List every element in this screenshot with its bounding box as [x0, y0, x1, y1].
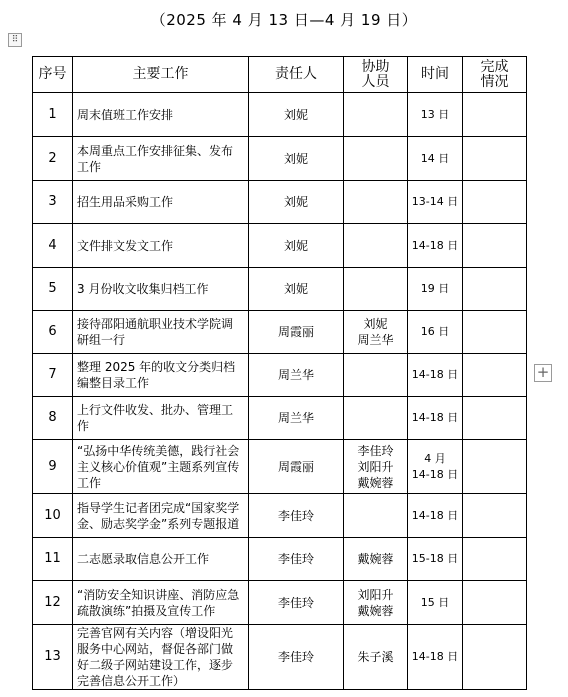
table-row: [33, 581, 527, 625]
table-move-handle-icon[interactable]: ⠿: [8, 33, 22, 47]
col-header-time: 时间: [408, 57, 463, 93]
row-assist-cell[interactable]: 李佳玲 刘阳升 戴婉蓉: [344, 440, 408, 494]
row-owner-cell[interactable]: 李佳玲: [249, 625, 344, 690]
row-task-cell[interactable]: “弘扬中华传统美德，践行社会主义核心价值观”主题系列宣传工作: [73, 440, 249, 494]
row-assist-cell[interactable]: [344, 137, 408, 181]
row-status-cell[interactable]: [463, 268, 527, 311]
table-row: [33, 494, 527, 538]
row-task-cell[interactable]: “消防安全知识讲座、消防应急疏散演练”拍摄及宣传工作: [73, 581, 249, 625]
row-time-cell[interactable]: 14-18 日: [408, 354, 463, 397]
row-time-cell[interactable]: 19 日: [408, 268, 463, 311]
row-time-cell[interactable]: 14-18 日: [408, 494, 463, 538]
row-no-cell[interactable]: 7: [33, 354, 73, 397]
row-status-cell[interactable]: [463, 354, 527, 397]
row-owner-cell[interactable]: 刘妮: [249, 93, 344, 137]
row-owner-cell[interactable]: 刘妮: [249, 181, 344, 224]
row-assist-cell[interactable]: [344, 224, 408, 268]
row-assist-cell[interactable]: [344, 268, 408, 311]
row-task-cell[interactable]: 指导学生记者团完成“国家奖学金、励志奖学金”系列专题报道: [73, 494, 249, 538]
col-header-status: 完成 情况: [463, 57, 527, 93]
row-assist-cell[interactable]: 戴婉蓉: [344, 538, 408, 581]
row-no-cell[interactable]: 1: [33, 93, 73, 137]
row-owner-cell[interactable]: 刘妮: [249, 224, 344, 268]
table-row: [33, 93, 527, 137]
date-range-title: （2025 年 4 月 13 日—4 月 19 日）: [150, 11, 418, 29]
row-no-cell[interactable]: 11: [33, 538, 73, 581]
row-time-cell[interactable]: 14-18 日: [408, 397, 463, 440]
row-no-cell[interactable]: 2: [33, 137, 73, 181]
add-row-button[interactable]: +: [534, 364, 552, 382]
row-assist-cell[interactable]: 刘阳升 戴婉蓉: [344, 581, 408, 625]
col-header-owner: 责任人: [249, 57, 344, 93]
row-status-cell[interactable]: [463, 538, 527, 581]
row-no-cell[interactable]: 3: [33, 181, 73, 224]
row-status-cell[interactable]: [463, 397, 527, 440]
table-header-row: [33, 57, 527, 93]
row-owner-cell[interactable]: 李佳玲: [249, 538, 344, 581]
table-row: [33, 625, 527, 690]
row-time-cell[interactable]: 14 日: [408, 137, 463, 181]
row-time-cell[interactable]: 14-18 日: [408, 625, 463, 690]
row-assist-cell[interactable]: 刘妮 周兰华: [344, 311, 408, 354]
row-status-cell[interactable]: [463, 440, 527, 494]
row-task-cell[interactable]: 本周重点工作安排征集、发布工作: [73, 137, 249, 181]
row-no-cell[interactable]: 6: [33, 311, 73, 354]
row-time-cell[interactable]: 13-14 日: [408, 181, 463, 224]
row-owner-cell[interactable]: 李佳玲: [249, 581, 344, 625]
row-owner-cell[interactable]: 周霞丽: [249, 440, 344, 494]
row-status-cell[interactable]: [463, 224, 527, 268]
row-assist-cell[interactable]: [344, 397, 408, 440]
row-status-cell[interactable]: [463, 181, 527, 224]
row-status-cell[interactable]: [463, 137, 527, 181]
row-time-cell[interactable]: 16 日: [408, 311, 463, 354]
table-row: [33, 354, 527, 397]
row-assist-cell[interactable]: [344, 181, 408, 224]
row-task-cell[interactable]: 招生用品采购工作: [73, 181, 249, 224]
table-row: [33, 181, 527, 224]
table-row: [33, 224, 527, 268]
row-no-cell[interactable]: 4: [33, 224, 73, 268]
row-time-cell[interactable]: 14-18 日: [408, 224, 463, 268]
row-task-cell[interactable]: 完善官网有关内容（增设阳光服务中心网站，督促各部门做好二级子网站建设工作，逐步完善信息公开工作）: [73, 625, 249, 690]
row-no-cell[interactable]: 5: [33, 268, 73, 311]
row-assist-cell[interactable]: [344, 354, 408, 397]
col-header-assist: 协助 人员: [344, 57, 408, 93]
row-task-cell[interactable]: 整理 2025 年的收文分类归档编整目录工作: [73, 354, 249, 397]
row-time-cell[interactable]: 4 月 14-18 日: [408, 440, 463, 494]
row-no-cell[interactable]: 10: [33, 494, 73, 538]
row-assist-cell[interactable]: [344, 494, 408, 538]
row-time-cell[interactable]: 15 日: [408, 581, 463, 625]
row-time-cell[interactable]: 15-18 日: [408, 538, 463, 581]
row-owner-cell[interactable]: 刘妮: [249, 137, 344, 181]
row-task-cell[interactable]: 上行文件收发、批办、管理工作: [73, 397, 249, 440]
row-task-cell[interactable]: 周末值班工作安排: [73, 93, 249, 137]
table-row: [33, 137, 527, 181]
table-row: [33, 397, 527, 440]
row-status-cell[interactable]: [463, 581, 527, 625]
row-assist-cell[interactable]: 朱子溪: [344, 625, 408, 690]
table-row: [33, 538, 527, 581]
weekly-work-table: [32, 56, 527, 690]
table-row: [33, 440, 527, 494]
row-status-cell[interactable]: [463, 93, 527, 137]
row-status-cell[interactable]: [463, 311, 527, 354]
row-owner-cell[interactable]: 周兰华: [249, 397, 344, 440]
row-owner-cell[interactable]: 周霞丽: [249, 311, 344, 354]
row-task-cell[interactable]: 3 月份收文收集归档工作: [73, 268, 249, 311]
row-owner-cell[interactable]: 李佳玲: [249, 494, 344, 538]
col-header-task: 主要工作: [73, 57, 249, 93]
row-owner-cell[interactable]: 刘妮: [249, 268, 344, 311]
row-no-cell[interactable]: 9: [33, 440, 73, 494]
row-task-cell[interactable]: 二志愿录取信息公开工作: [73, 538, 249, 581]
row-time-cell[interactable]: 13 日: [408, 93, 463, 137]
row-owner-cell[interactable]: 周兰华: [249, 354, 344, 397]
table-row: [33, 311, 527, 354]
row-assist-cell[interactable]: [344, 93, 408, 137]
col-header-no: 序号: [33, 57, 73, 93]
row-status-cell[interactable]: [463, 494, 527, 538]
row-no-cell[interactable]: 13: [33, 625, 73, 690]
row-status-cell[interactable]: [463, 625, 527, 690]
row-no-cell[interactable]: 8: [33, 397, 73, 440]
row-task-cell[interactable]: 接待邵阳通航职业技术学院调研组一行: [73, 311, 249, 354]
row-task-cell[interactable]: 文件排文发文工作: [73, 224, 249, 268]
row-no-cell[interactable]: 12: [33, 581, 73, 625]
table-row: [33, 268, 527, 311]
